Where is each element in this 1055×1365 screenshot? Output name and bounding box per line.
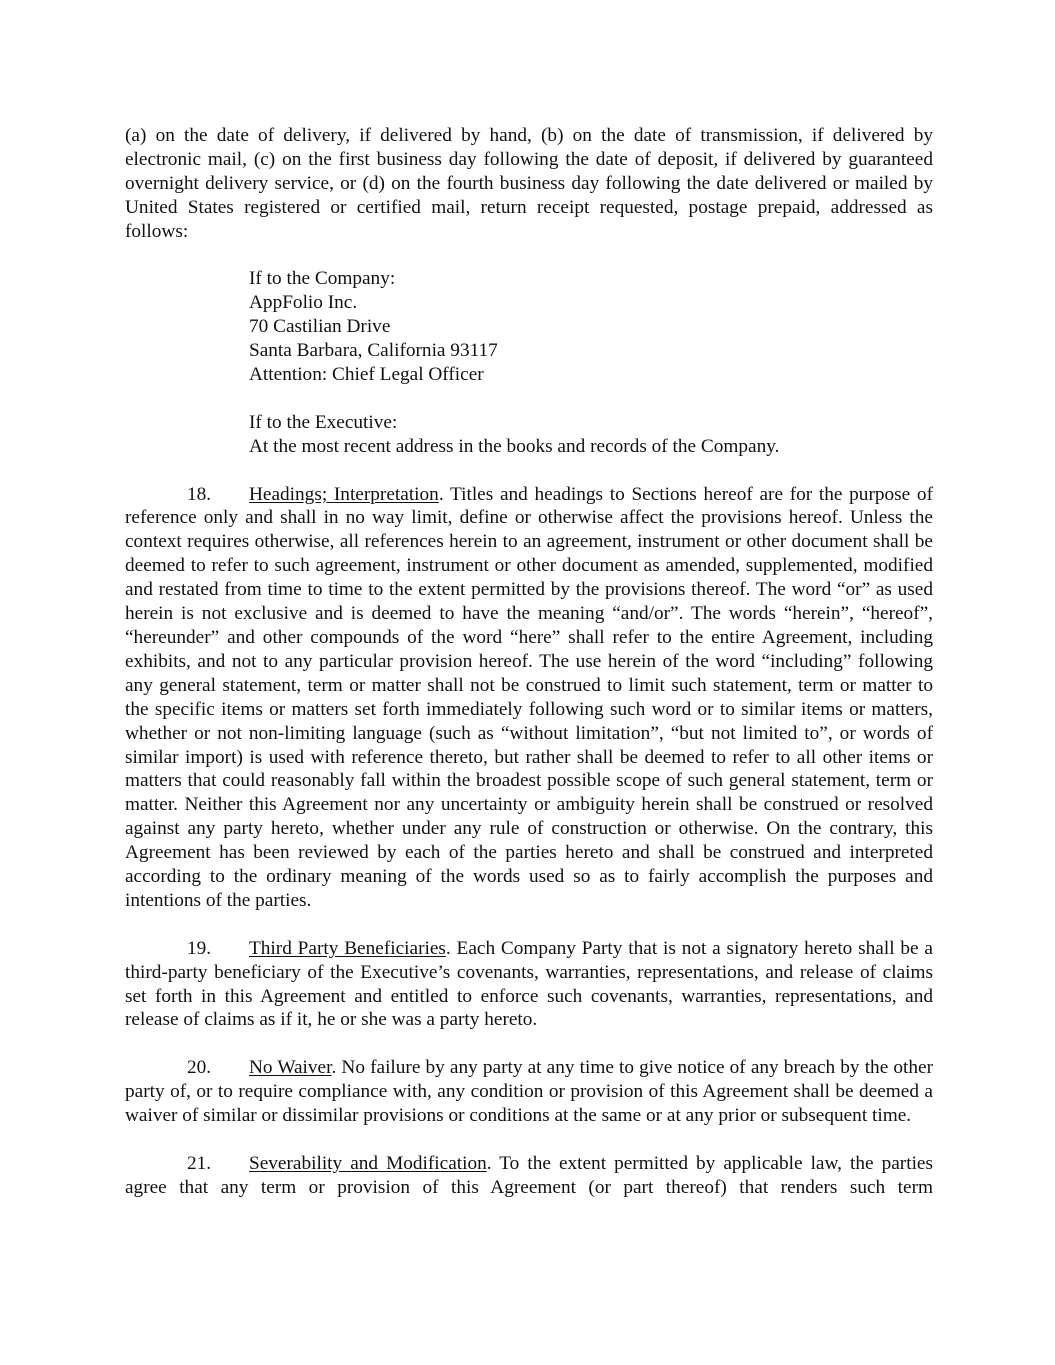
- company-address-line: Santa Barbara, California 93117: [249, 340, 498, 362]
- document-body: [125, 124, 933, 1200]
- executive-address-line: At the most recent address in the books and records of the Company.: [249, 435, 780, 457]
- company-address-line: 70 Castilian Drive: [249, 316, 391, 338]
- section-number: 20.: [187, 1057, 212, 1079]
- company-address-line: AppFolio Inc.: [249, 292, 358, 314]
- section-body: . No failure by any party at any time to give notice of any breach by the other party of, or to require compliance with, any condition or provision of this Agreement shall be deemed a waiver of similar or dissimilar provisions or conditions at the same or at any prior or subsequent time.: [125, 1057, 933, 1127]
- section-18: [125, 483, 933, 913]
- section-heading: No Waiver: [249, 1057, 332, 1079]
- company-address-line: Attention: Chief Legal Officer: [249, 364, 484, 386]
- section-19: [125, 937, 933, 1033]
- section-heading: Headings; Interpretation: [249, 483, 439, 505]
- section-number: 18.: [187, 483, 212, 505]
- section-body: . Each Company Party that is not a signatory hereto shall be a third-party beneficiary of the Executive’s covenants, warranties, representations, and release of claims set forth in this Agreement and entitled to enforce such covenants, warranties, representations, and release of claims as if it, he or she was a party hereto.: [125, 937, 933, 1031]
- section-21: [125, 1152, 933, 1200]
- section-number: 21.: [187, 1152, 212, 1174]
- section-heading: Severability and Modification: [249, 1152, 487, 1174]
- section-number: 19.: [187, 937, 212, 959]
- company-address-label: If to the Company:: [249, 268, 396, 290]
- section-20: [125, 1056, 933, 1128]
- company-address-block: [249, 267, 933, 458]
- intro-paragraph: (a) on the date of delivery, if delivered by hand, (b) on the date of transmission, if delivered by electronic mail, (c) on the first business day following the date of deposit, if delivered by guaranteed overnight delivery service, or (d) on the fourth business day following the date delivered or mailed by United States registered or certified mail, return receipt requested, postage prepaid, addressed as follows:: [125, 125, 933, 242]
- section-body: . To the extent permitted by applicable law, the parties agree that any term or provision of this Agreement (or part thereof) that renders such term: [125, 1152, 933, 1198]
- executive-address-label: If to the Executive:: [249, 411, 398, 433]
- section-heading: Third Party Beneficiaries: [249, 937, 446, 959]
- section-body: . Titles and headings to Sections hereof are for the purpose of reference only and shall in no way limit, define or otherwise affect the provisions hereof. Unless the context requires otherwise, all references herein to an agreement, instrument or other document shall be deemed to refer to such agreement, instrument or other document as amended, supplemented, modified and restated from time to time to the extent permitted by the provisions thereof. The word “or” as used herein is not exclusive and is deemed to have the meaning “and/or”. The words “herein”, “hereof”, “hereunder” and other compounds of the word “here” shall refer to the entire Agreement, including exhibits, and not to any particular provision hereof. The use herein of the word “including” following any general statement, term or matter shall not be construed to limit such statement, term or matter to the specific items or matters set forth immediately following such word or to similar items or matters, whether or not non-limiting language (such as “without limitation”, “but not limited to”, or words of similar import) is used with reference thereto, but rather shall be deemed to refer to all other items or matters that could reasonably fall within the broadest possible scope of such general statement, term or matter. Neither this Agreement nor any uncertainty or ambiguity herein shall be construed or resolved against any party hereto, whether under any rule of construction or otherwise. On the contrary, this Agreement has been reviewed by each of the parties hereto and shall be construed and interpreted according to the ordinary meaning of the words used so as to fairly accomplish the purposes and intentions of the parties.: [125, 483, 933, 911]
- address-spacer: [249, 387, 933, 411]
